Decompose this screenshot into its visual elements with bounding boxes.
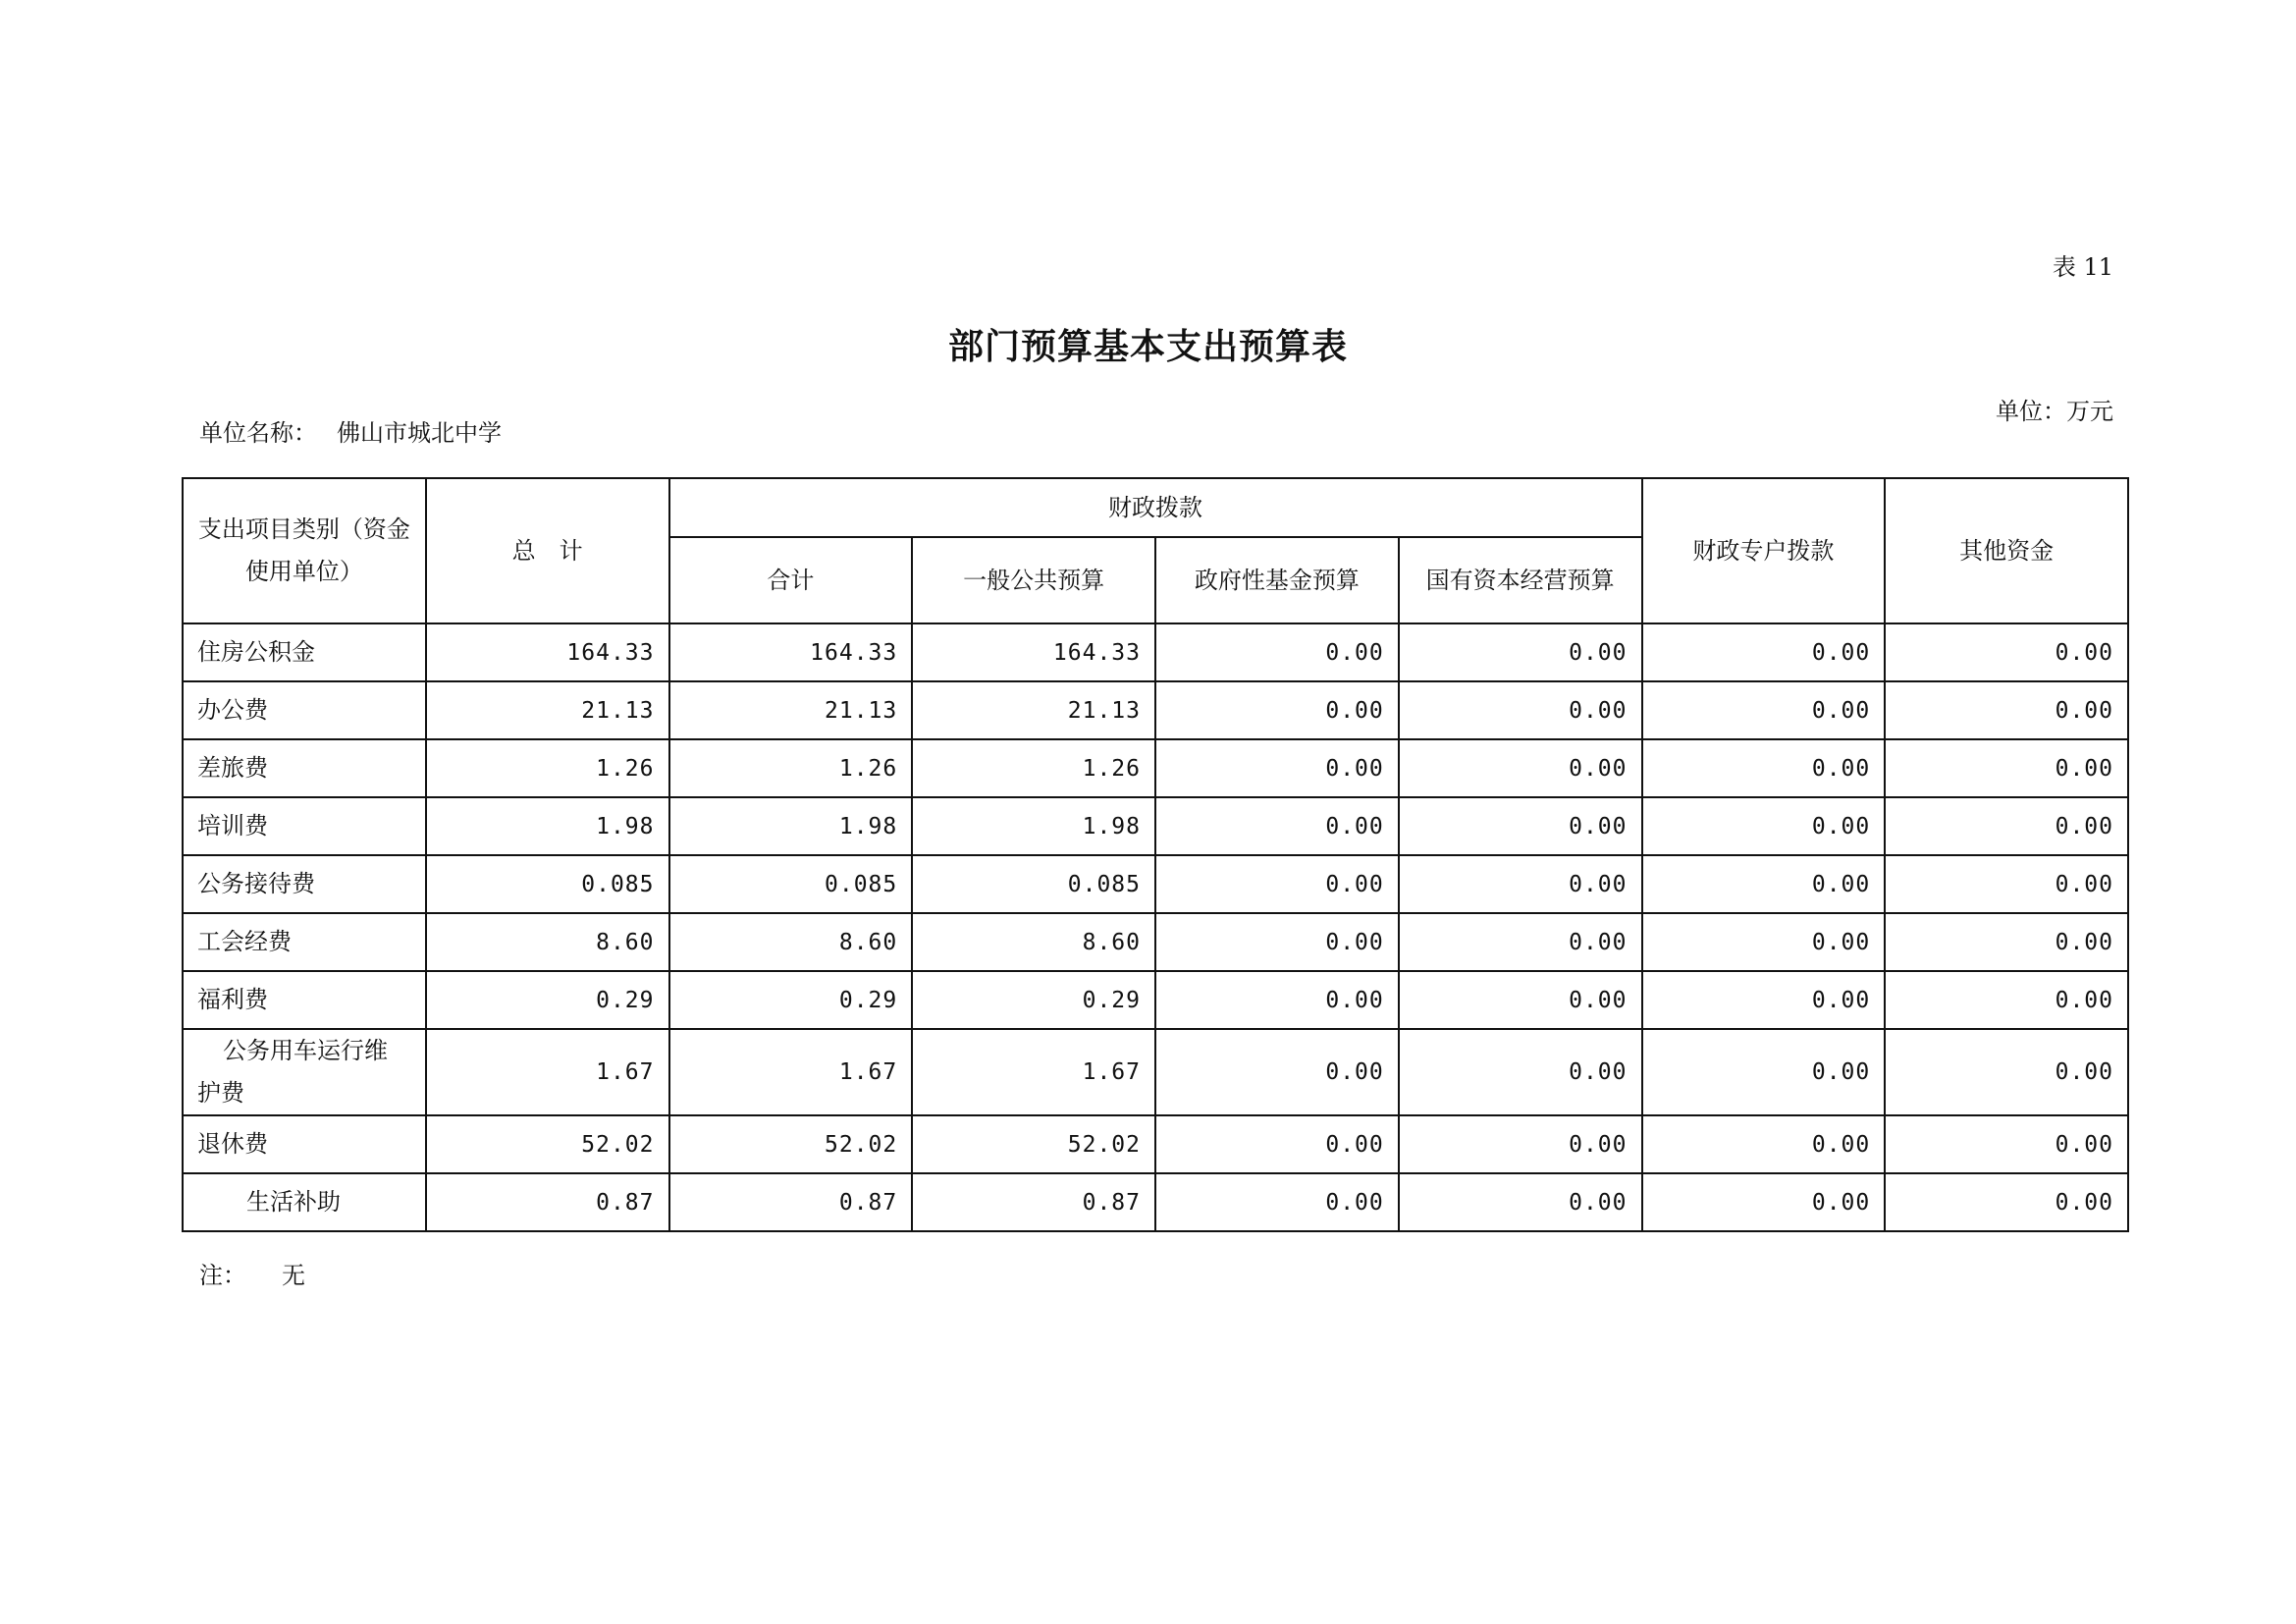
other-funds-cell: 0.00 [1885, 913, 2128, 971]
table-row [183, 855, 2128, 913]
subtotal-cell: 21.13 [669, 681, 913, 739]
general-public-cell: 0.29 [912, 971, 1155, 1029]
gov-fund-cell: 0.00 [1155, 913, 1399, 971]
total-cell: 1.26 [426, 739, 669, 797]
subtotal-cell: 1.26 [669, 739, 913, 797]
total-cell: 1.98 [426, 797, 669, 855]
other-funds-cell: 0.00 [1885, 1173, 2128, 1231]
table-row [183, 971, 2128, 1029]
other-funds-cell: 0.00 [1885, 681, 2128, 739]
header-fiscal-group: 财政拨款 [669, 478, 1642, 537]
category-cell: 福利费 [183, 971, 426, 1029]
special-account-cell: 0.00 [1642, 855, 1886, 913]
gov-fund-cell: 0.00 [1155, 1029, 1399, 1115]
category-cell: 公务用车运行维护费 [183, 1029, 426, 1115]
subtotal-cell: 0.29 [669, 971, 913, 1029]
total-cell: 0.87 [426, 1173, 669, 1231]
special-account-cell: 0.00 [1642, 797, 1886, 855]
other-funds-cell: 0.00 [1885, 739, 2128, 797]
header-special-account: 财政专户拨款 [1642, 478, 1886, 623]
unit-name-label: 单位名称： [199, 419, 317, 447]
budget-table [182, 477, 2129, 1232]
general-public-cell: 1.26 [912, 739, 1155, 797]
header-total: 总 计 [426, 478, 669, 623]
gov-fund-cell: 0.00 [1155, 797, 1399, 855]
header-general-public: 一般公共预算 [912, 537, 1155, 623]
special-account-cell: 0.00 [1642, 1029, 1886, 1115]
gov-fund-cell: 0.00 [1155, 623, 1399, 681]
special-account-cell: 0.00 [1642, 913, 1886, 971]
gov-fund-cell: 0.00 [1155, 1173, 1399, 1231]
category-cell: 差旅费 [183, 739, 426, 797]
header-state-capital: 国有资本经营预算 [1399, 537, 1642, 623]
category-cell: 工会经费 [183, 913, 426, 971]
category-cell: 住房公积金 [183, 623, 426, 681]
total-cell: 0.29 [426, 971, 669, 1029]
other-funds-cell: 0.00 [1885, 855, 2128, 913]
state-capital-cell: 0.00 [1399, 797, 1642, 855]
footnote-label: 注： [199, 1262, 246, 1289]
table-row [183, 1029, 2128, 1115]
table-row [183, 913, 2128, 971]
other-funds-cell: 0.00 [1885, 623, 2128, 681]
special-account-cell: 0.00 [1642, 681, 1886, 739]
header-category: 支出项目类别（资金使用单位） [183, 478, 426, 623]
state-capital-cell: 0.00 [1399, 1029, 1642, 1115]
category-cell: 培训费 [183, 797, 426, 855]
table-row [183, 623, 2128, 681]
gov-fund-cell: 0.00 [1155, 1115, 1399, 1173]
header-subtotal: 合计 [669, 537, 913, 623]
gov-fund-cell: 0.00 [1155, 739, 1399, 797]
general-public-cell: 164.33 [912, 623, 1155, 681]
state-capital-cell: 0.00 [1399, 623, 1642, 681]
table-row [183, 1115, 2128, 1173]
total-cell: 21.13 [426, 681, 669, 739]
unit-name-value: 佛山市城北中学 [337, 419, 502, 447]
special-account-cell: 0.00 [1642, 1115, 1886, 1173]
total-cell: 52.02 [426, 1115, 669, 1173]
general-public-cell: 1.67 [912, 1029, 1155, 1115]
special-account-cell: 0.00 [1642, 971, 1886, 1029]
total-cell: 164.33 [426, 623, 669, 681]
general-public-cell: 1.98 [912, 797, 1155, 855]
table-row [183, 797, 2128, 855]
general-public-cell: 8.60 [912, 913, 1155, 971]
total-cell: 8.60 [426, 913, 669, 971]
general-public-cell: 0.87 [912, 1173, 1155, 1231]
general-public-cell: 52.02 [912, 1115, 1155, 1173]
category-cell: 公务接待费 [183, 855, 426, 913]
other-funds-cell: 0.00 [1885, 797, 2128, 855]
category-cell: 生活补助 [183, 1173, 426, 1231]
page-title: 部门预算基本支出预算表 [947, 327, 1348, 367]
footnote [199, 1260, 305, 1291]
state-capital-cell: 0.00 [1399, 1173, 1642, 1231]
header-other-funds: 其他资金 [1885, 478, 2128, 623]
state-capital-cell: 0.00 [1399, 971, 1642, 1029]
subtotal-cell: 8.60 [669, 913, 913, 971]
total-cell: 1.67 [426, 1029, 669, 1115]
subtotal-cell: 1.98 [669, 797, 913, 855]
unit-name-line [199, 417, 502, 449]
state-capital-cell: 0.00 [1399, 681, 1642, 739]
special-account-cell: 0.00 [1642, 739, 1886, 797]
currency-unit-label: 单位：万元 [1996, 398, 2113, 425]
gov-fund-cell: 0.00 [1155, 855, 1399, 913]
subtotal-cell: 1.67 [669, 1029, 913, 1115]
gov-fund-cell: 0.00 [1155, 971, 1399, 1029]
category-cell: 办公费 [183, 681, 426, 739]
general-public-cell: 0.085 [912, 855, 1155, 913]
table-row [183, 1173, 2128, 1231]
category-cell: 退休费 [183, 1115, 426, 1173]
other-funds-cell: 0.00 [1885, 1029, 2128, 1115]
general-public-cell: 21.13 [912, 681, 1155, 739]
table-number-label: 表 11 [2052, 253, 2113, 281]
other-funds-cell: 0.00 [1885, 971, 2128, 1029]
other-funds-cell: 0.00 [1885, 1115, 2128, 1173]
subtotal-cell: 164.33 [669, 623, 913, 681]
subtotal-cell: 0.87 [669, 1173, 913, 1231]
subtotal-cell: 0.085 [669, 855, 913, 913]
table-row [183, 681, 2128, 739]
special-account-cell: 0.00 [1642, 1173, 1886, 1231]
subtotal-cell: 52.02 [669, 1115, 913, 1173]
state-capital-cell: 0.00 [1399, 855, 1642, 913]
gov-fund-cell: 0.00 [1155, 681, 1399, 739]
state-capital-cell: 0.00 [1399, 1115, 1642, 1173]
state-capital-cell: 0.00 [1399, 739, 1642, 797]
total-cell: 0.085 [426, 855, 669, 913]
footnote-text: 无 [282, 1262, 305, 1289]
special-account-cell: 0.00 [1642, 623, 1886, 681]
table-row [183, 739, 2128, 797]
header-gov-fund: 政府性基金预算 [1155, 537, 1399, 623]
state-capital-cell: 0.00 [1399, 913, 1642, 971]
